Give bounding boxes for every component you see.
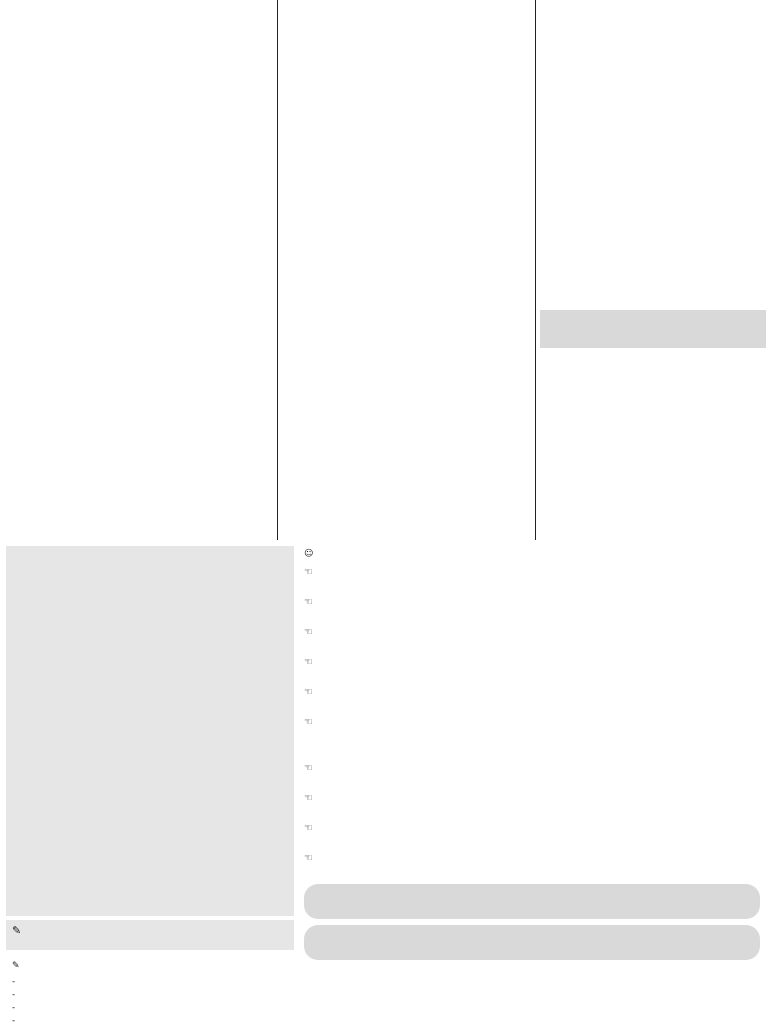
answer <box>544 56 762 78</box>
qa-item <box>8 144 271 178</box>
question <box>544 44 762 56</box>
question <box>286 158 529 170</box>
answer <box>286 284 529 306</box>
question <box>286 44 529 56</box>
step-item <box>544 397 762 410</box>
answer <box>8 346 271 368</box>
note-title <box>12 552 288 566</box>
pointing-hand-icon: ☜ <box>304 627 313 638</box>
teacher-icon: ☺ <box>304 549 314 559</box>
qa-item <box>544 82 762 116</box>
answer <box>544 246 762 268</box>
pill-answer <box>316 902 748 913</box>
answer <box>286 56 529 78</box>
answer <box>544 94 762 116</box>
answer <box>286 94 529 116</box>
question <box>8 296 271 308</box>
pill-answer <box>316 943 748 954</box>
question <box>286 234 529 246</box>
question <box>544 82 762 94</box>
remark-box <box>6 920 294 950</box>
teaching-sub-step <box>304 792 760 818</box>
step-item <box>544 371 762 384</box>
answer <box>8 156 271 178</box>
qa-item <box>286 310 529 344</box>
qa-item <box>286 348 529 382</box>
question <box>286 196 529 208</box>
note-paragraph <box>12 714 288 780</box>
summary-box <box>6 956 294 1024</box>
teaching-step <box>304 566 760 592</box>
highlighted-qa-item <box>540 310 766 348</box>
pill-question <box>316 931 748 943</box>
question <box>8 30 271 42</box>
qa-item <box>544 44 762 78</box>
pointing-hand-icon: ☜ <box>304 717 313 728</box>
answer <box>8 80 271 102</box>
question <box>542 312 764 324</box>
teaching-step <box>304 716 760 742</box>
question <box>544 196 762 208</box>
qa-item <box>286 196 529 230</box>
question <box>8 334 271 346</box>
qa-item <box>8 106 271 140</box>
qa-item <box>286 158 529 192</box>
qa-item <box>8 296 271 330</box>
answer <box>8 384 271 406</box>
question <box>286 120 529 132</box>
teaching-heading-row <box>304 548 760 566</box>
pointing-hand-icon: ☜ <box>304 853 313 864</box>
answer <box>544 208 762 230</box>
step-item <box>544 358 762 371</box>
qa-item <box>286 234 529 268</box>
teaching-sub-step <box>304 822 760 848</box>
qa-item <box>544 234 762 268</box>
pointing-hand-icon: ☜ <box>304 763 313 774</box>
question <box>8 220 271 232</box>
answer <box>8 194 271 216</box>
note-paragraph <box>12 566 288 632</box>
answer <box>8 422 271 444</box>
qa-item <box>286 82 529 116</box>
remark-text <box>26 924 288 946</box>
qa-item <box>544 158 762 192</box>
pointing-hand-icon: ☜ <box>304 793 313 804</box>
answer <box>544 170 762 192</box>
teaching-step <box>304 656 760 682</box>
summary-item <box>12 1002 288 1015</box>
question <box>8 410 271 422</box>
qa-item <box>8 372 271 406</box>
qa-column-3 <box>536 0 768 540</box>
pencil-icon: ✎ <box>12 924 22 937</box>
question-pill <box>304 925 760 960</box>
pill-question <box>316 890 748 902</box>
question-pill <box>304 884 760 919</box>
answer <box>286 360 529 382</box>
answer <box>286 132 529 154</box>
answer <box>8 270 271 292</box>
teaching-step <box>304 596 760 622</box>
answer <box>544 132 762 154</box>
question <box>8 144 271 156</box>
answer <box>286 322 529 344</box>
question <box>544 120 762 132</box>
teaching-sub-step <box>304 762 760 788</box>
question <box>8 68 271 80</box>
pointing-hand-icon: ☜ <box>304 823 313 834</box>
note-box <box>6 546 294 916</box>
qa-item <box>286 44 529 78</box>
question <box>544 6 762 18</box>
intro-text <box>8 6 271 30</box>
summary-item <box>12 1015 288 1024</box>
summary-title-row <box>12 960 288 976</box>
note-paragraph <box>12 640 288 706</box>
teaching-sub-heading <box>304 748 760 762</box>
qa-item <box>286 120 529 154</box>
answer <box>286 18 529 40</box>
question <box>544 272 762 284</box>
summary-item <box>12 976 288 989</box>
teaching-activities <box>302 548 762 1024</box>
answer <box>286 398 529 420</box>
qa-item <box>8 220 271 254</box>
answer <box>542 324 764 346</box>
question <box>286 386 529 398</box>
qa-item <box>286 386 529 420</box>
question <box>544 158 762 170</box>
qa-column-2 <box>278 0 536 540</box>
answer <box>544 284 762 306</box>
question <box>286 348 529 360</box>
summary-item <box>12 989 288 1002</box>
qa-item <box>544 120 762 154</box>
pointing-hand-icon: ☜ <box>304 597 313 608</box>
question <box>8 372 271 384</box>
answer <box>8 42 271 64</box>
pointing-hand-icon: ☜ <box>304 567 313 578</box>
qa-item <box>544 196 762 230</box>
answer <box>544 18 762 40</box>
question <box>8 182 271 194</box>
teaching-step <box>304 686 760 712</box>
answer <box>286 170 529 192</box>
question <box>286 310 529 322</box>
question <box>286 272 529 284</box>
question <box>8 106 271 118</box>
qa-item <box>8 258 271 292</box>
question <box>286 82 529 94</box>
numbered-steps <box>544 352 762 410</box>
qa-item <box>286 272 529 306</box>
qa-item <box>8 68 271 102</box>
pointing-hand-icon: ☜ <box>304 657 313 668</box>
qa-item <box>544 6 762 40</box>
qa-item <box>286 6 529 40</box>
qa-item <box>8 410 271 444</box>
question <box>544 234 762 246</box>
teaching-step <box>304 626 760 652</box>
step-item <box>544 384 762 397</box>
qa-item <box>8 30 271 64</box>
qa-column-1 <box>0 0 278 540</box>
answer <box>286 246 529 268</box>
answer <box>286 208 529 230</box>
qa-item <box>544 272 762 306</box>
pointing-hand-icon: ☜ <box>304 687 313 698</box>
answer <box>8 232 271 254</box>
teaching-sub-step <box>304 852 760 878</box>
question <box>8 258 271 270</box>
question <box>286 6 529 18</box>
qa-item <box>8 334 271 368</box>
answer <box>8 308 271 330</box>
pencil-icon: ✎ <box>12 961 20 971</box>
qa-item <box>8 182 271 216</box>
answer <box>8 118 271 140</box>
